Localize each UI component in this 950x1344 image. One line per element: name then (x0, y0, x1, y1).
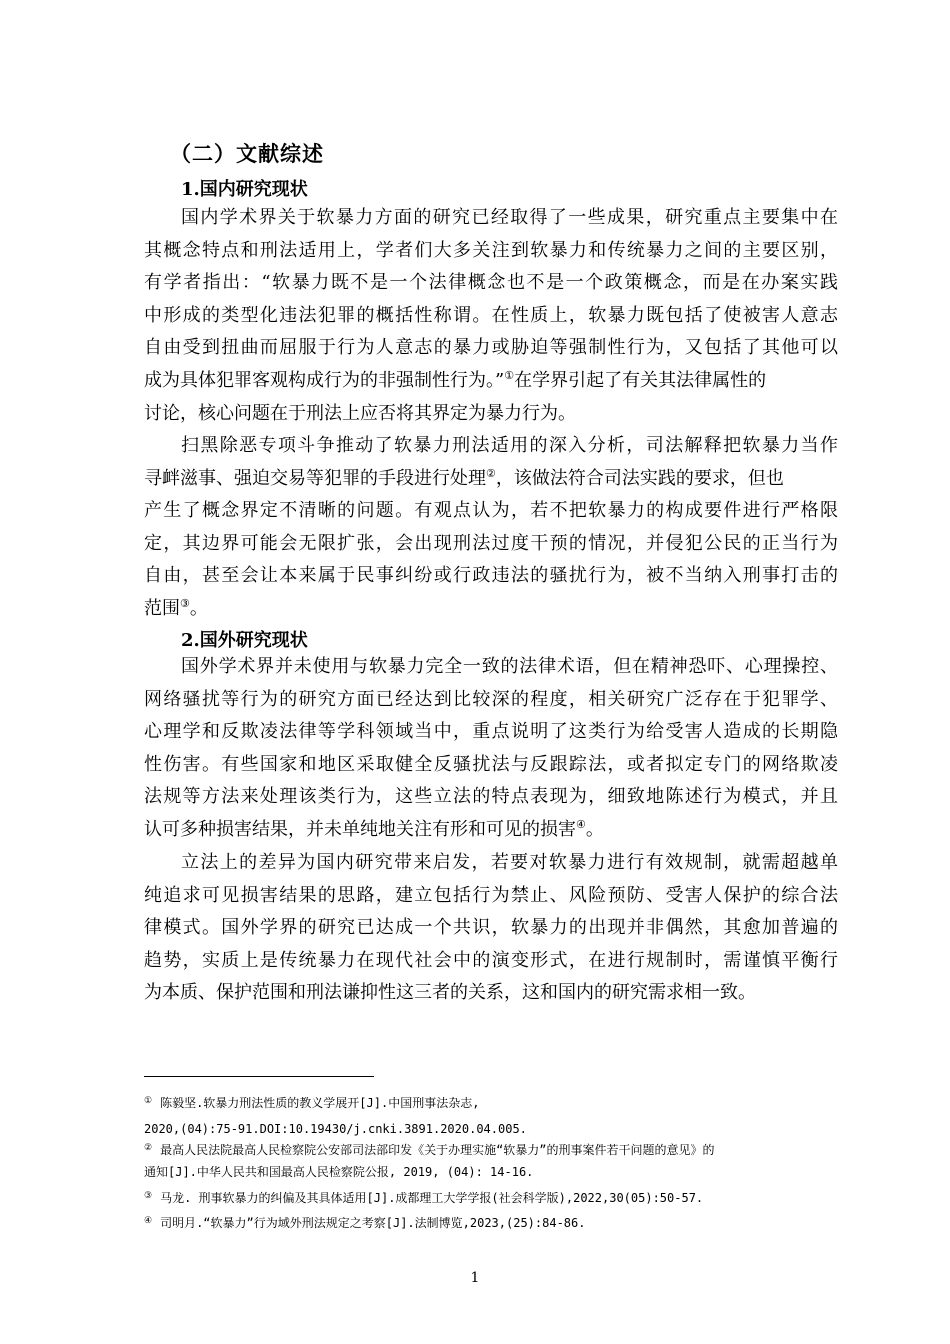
text-segment: ，该做法符合司法实践的要求，但也 (495, 467, 784, 489)
text-line: 为本质、保护范围和刑法谦抑性这三者的关系，这和国内的研究需求相一致。 (144, 982, 756, 1004)
footnote-text: 最高人民法院最高人民检察院公安部司法部印发《关于办理实施“软暴力”的刑事案件若干问题的意见》的 (160, 1143, 715, 1157)
text-line: 自由受到扭曲而屈服于行为人意志的暴力或胁迫等强制性行为，又包括了其他可以 (144, 337, 838, 359)
text-segment: 在学界引起了有关其法律属性的 (514, 369, 767, 391)
footnote-marker: ① (504, 368, 515, 382)
paragraph-foreign-2 (144, 847, 838, 1010)
footnote-mark: ② (144, 1143, 153, 1153)
paragraph-domestic-1 (144, 202, 838, 430)
footnote-mark: ④ (144, 1216, 153, 1226)
footnote-mark: ① (144, 1096, 153, 1106)
footnote-separator (144, 1076, 374, 1077)
text-line: 其概念特点和刑法适用上，学者们大多关注到软暴力和传统暴力之间的主要区别， (144, 239, 838, 261)
text-line: 律模式。国外学界的研究已达成一个共识，软暴力的出现并非偶然，其愈加普遍的 (144, 917, 838, 939)
text-line (144, 365, 838, 398)
footnote-1 (144, 1093, 844, 1137)
paragraph-domestic-2 (144, 430, 838, 626)
footnote-marker: ④ (576, 817, 586, 831)
text-line: 趋势，实质上是传统暴力在现代社会中的演变形式，在进行规制时，需谨慎平衡行 (144, 949, 838, 971)
text-segment: 认可多种损害结果，并未单纯地关注有形和可见的损害 (144, 818, 576, 840)
text-line: 国内学术界关于软暴力方面的研究已经取得了一些成果，研究重点主要集中在 (181, 207, 838, 228)
text-line: 性伤害。有些国家和地区采取健全反骚扰法与反跟踪法，或者拟定专门的网络欺凌 (144, 753, 838, 775)
footnote-text: 陈毅坚.软暴力刑法性质的教义学展开[J].中国刑事法杂志, (160, 1096, 480, 1110)
text-line: 网络骚扰等行为的研究方面已经达到比较深的程度，相关研究广泛存在于犯罪学、 (144, 688, 838, 710)
section-title: （二）文献综述 (170, 141, 324, 166)
text-line (144, 814, 838, 847)
text-line: 法规等方法来处理该类行为，这些立法的特点表现为，细致地陈述行为模式，并且 (144, 786, 838, 808)
text-line (144, 463, 838, 496)
subsection-title-foreign: 2.国外研究现状 (181, 630, 308, 651)
text-segment: 寻衅滋事、强迫交易等犯罪的手段进行处理 (144, 467, 486, 489)
paragraph-foreign-1 (144, 651, 838, 847)
text-line: 自由，甚至会让本来属于民事纠纷或行政违法的骚扰行为，被不当纳入刑事打击的 (144, 565, 838, 587)
footnote-4 (144, 1213, 844, 1231)
subsection-title-domestic: 1.国内研究现状 (181, 179, 308, 200)
footnote-text: 司明月.“软暴力”行为域外刑法规定之考察[J].法制博览,2023,(25):84-86. (160, 1216, 586, 1230)
text-line: 立法上的差异为国内研究带来启发，若要对软暴力进行有效规制，就需超越单 (181, 852, 838, 873)
footnote-text-continued: 2020,(04):75-91.DOI:10.19430/j.cnki.3891.2020.04.005. (144, 1122, 527, 1136)
footnote-text-continued: 通知[J].中华人民共和国最高人民检察院公报, 2019, (04): 14-16. (144, 1165, 534, 1179)
footnote-marker: ③ (180, 596, 190, 610)
text-line: 产生了概念界定不清晰的问题。有观点认为，若不把软暴力的构成要件进行严格限 (144, 500, 838, 522)
footnote-mark: ③ (144, 1191, 153, 1201)
footnote-3 (144, 1188, 844, 1206)
text-segment: 范围 (144, 597, 180, 619)
text-segment: 成为具体犯罪客观构成行为的非强制性行为。” (144, 369, 505, 391)
text-line (144, 593, 838, 626)
text-line: 讨论，核心问题在于刑法上应否将其界定为暴力行为。 (144, 402, 576, 424)
text-line: 国外学术界并未使用与软暴力完全一致的法律术语，但在精神恐吓、心理操控、 (181, 656, 838, 677)
text-segment: 。 (585, 818, 604, 840)
text-line: 扫黑除恶专项斗争推动了软暴力刑法适用的深入分析，司法解释把软暴力当作 (181, 435, 838, 456)
page-number: 1 (470, 1270, 480, 1286)
footnote-2 (144, 1140, 844, 1180)
footnote-marker: ② (486, 466, 496, 480)
text-line: 心理学和反欺凌法律等学科领域当中，重点说明了这类行为给受害人造成的长期隐 (144, 721, 838, 743)
text-segment: 。 (189, 597, 208, 619)
footnote-text: 马龙. 刑事软暴力的纠偏及其具体适用[J].成都理工大学学报(社会科学版),2022,30(05):50-57. (160, 1191, 704, 1205)
text-line: 中形成的类型化违法犯罪的概括性称谓。在性质上，软暴力既包括了使被害人意志 (144, 304, 838, 326)
text-line: 定，其边界可能会无限扩张，会出现刑法过度干预的情况，并侵犯公民的正当行为 (144, 532, 838, 554)
text-line: 纯追求可见损害结果的思路，建立包括行为禁止、风险预防、受害人保护的综合法 (144, 884, 838, 906)
text-line: 有学者指出：“软暴力既不是一个法律概念也不是一个政策概念，而是在办案实践 (144, 272, 838, 294)
